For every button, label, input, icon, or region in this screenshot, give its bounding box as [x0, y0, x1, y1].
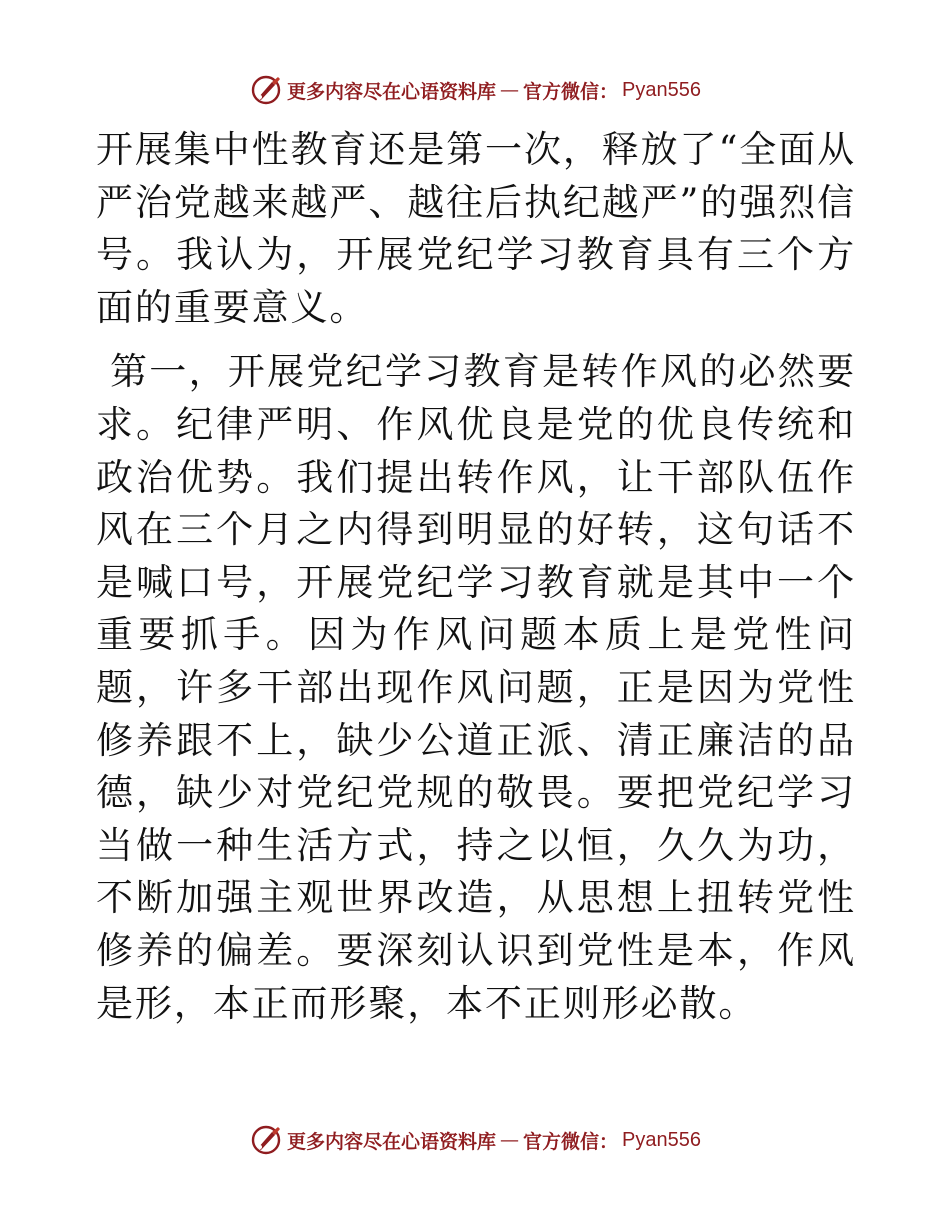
banner-separator: — — [500, 1129, 520, 1151]
paragraph-first-point: 第一，开展党纪学习教育是转作风的必然要求。纪律严明、作风优良是党的优良传统和政治优势。我们提出转作风，让干部队伍作风在三个月之内得到明显的好转，这句话不是喊口号，开展党纪学习教育就是其中一个重要抓手。因为作风问题本质上是党性问题，许多干部出现作风问题，正是因为党性修养跟不上，缺少公道正派、清正廉洁的品德，缺少对党纪党规的敬畏。要把党纪学习当做一种生活方式，持之以恒，久久为功，不断加强主观世界改造，从思想上扭转党性修养的偏差。要深刻认识到党性是本，作风是形，本正而形聚，本不正则形必散。 — [96, 350, 856, 1025]
footer-watermark-banner — [0, 1120, 950, 1160]
header-watermark-banner — [0, 70, 950, 110]
banner-separator: — — [500, 79, 520, 101]
quill-pen-logo-icon — [249, 73, 283, 107]
document-body — [96, 124, 856, 1030]
banner-wechat-id: Pyan556 — [622, 78, 701, 101]
paragraph-intro: 开展集中性教育还是第一次，释放了“全面从严治党越来越严、越往后执纪越严”的强烈信号。我认为，开展党纪学习教育具有三个方面的重要意义。 — [96, 128, 856, 329]
banner-text: 更多内容尽在心语资料库 — [287, 80, 497, 103]
banner-wechat-label: 官方微信： — [523, 1130, 619, 1153]
banner-wechat-id: Pyan556 — [622, 1128, 701, 1151]
banner-text: 更多内容尽在心语资料库 — [287, 1130, 497, 1153]
quill-pen-logo-icon — [249, 1123, 283, 1157]
banner-wechat-label: 官方微信： — [523, 80, 619, 103]
